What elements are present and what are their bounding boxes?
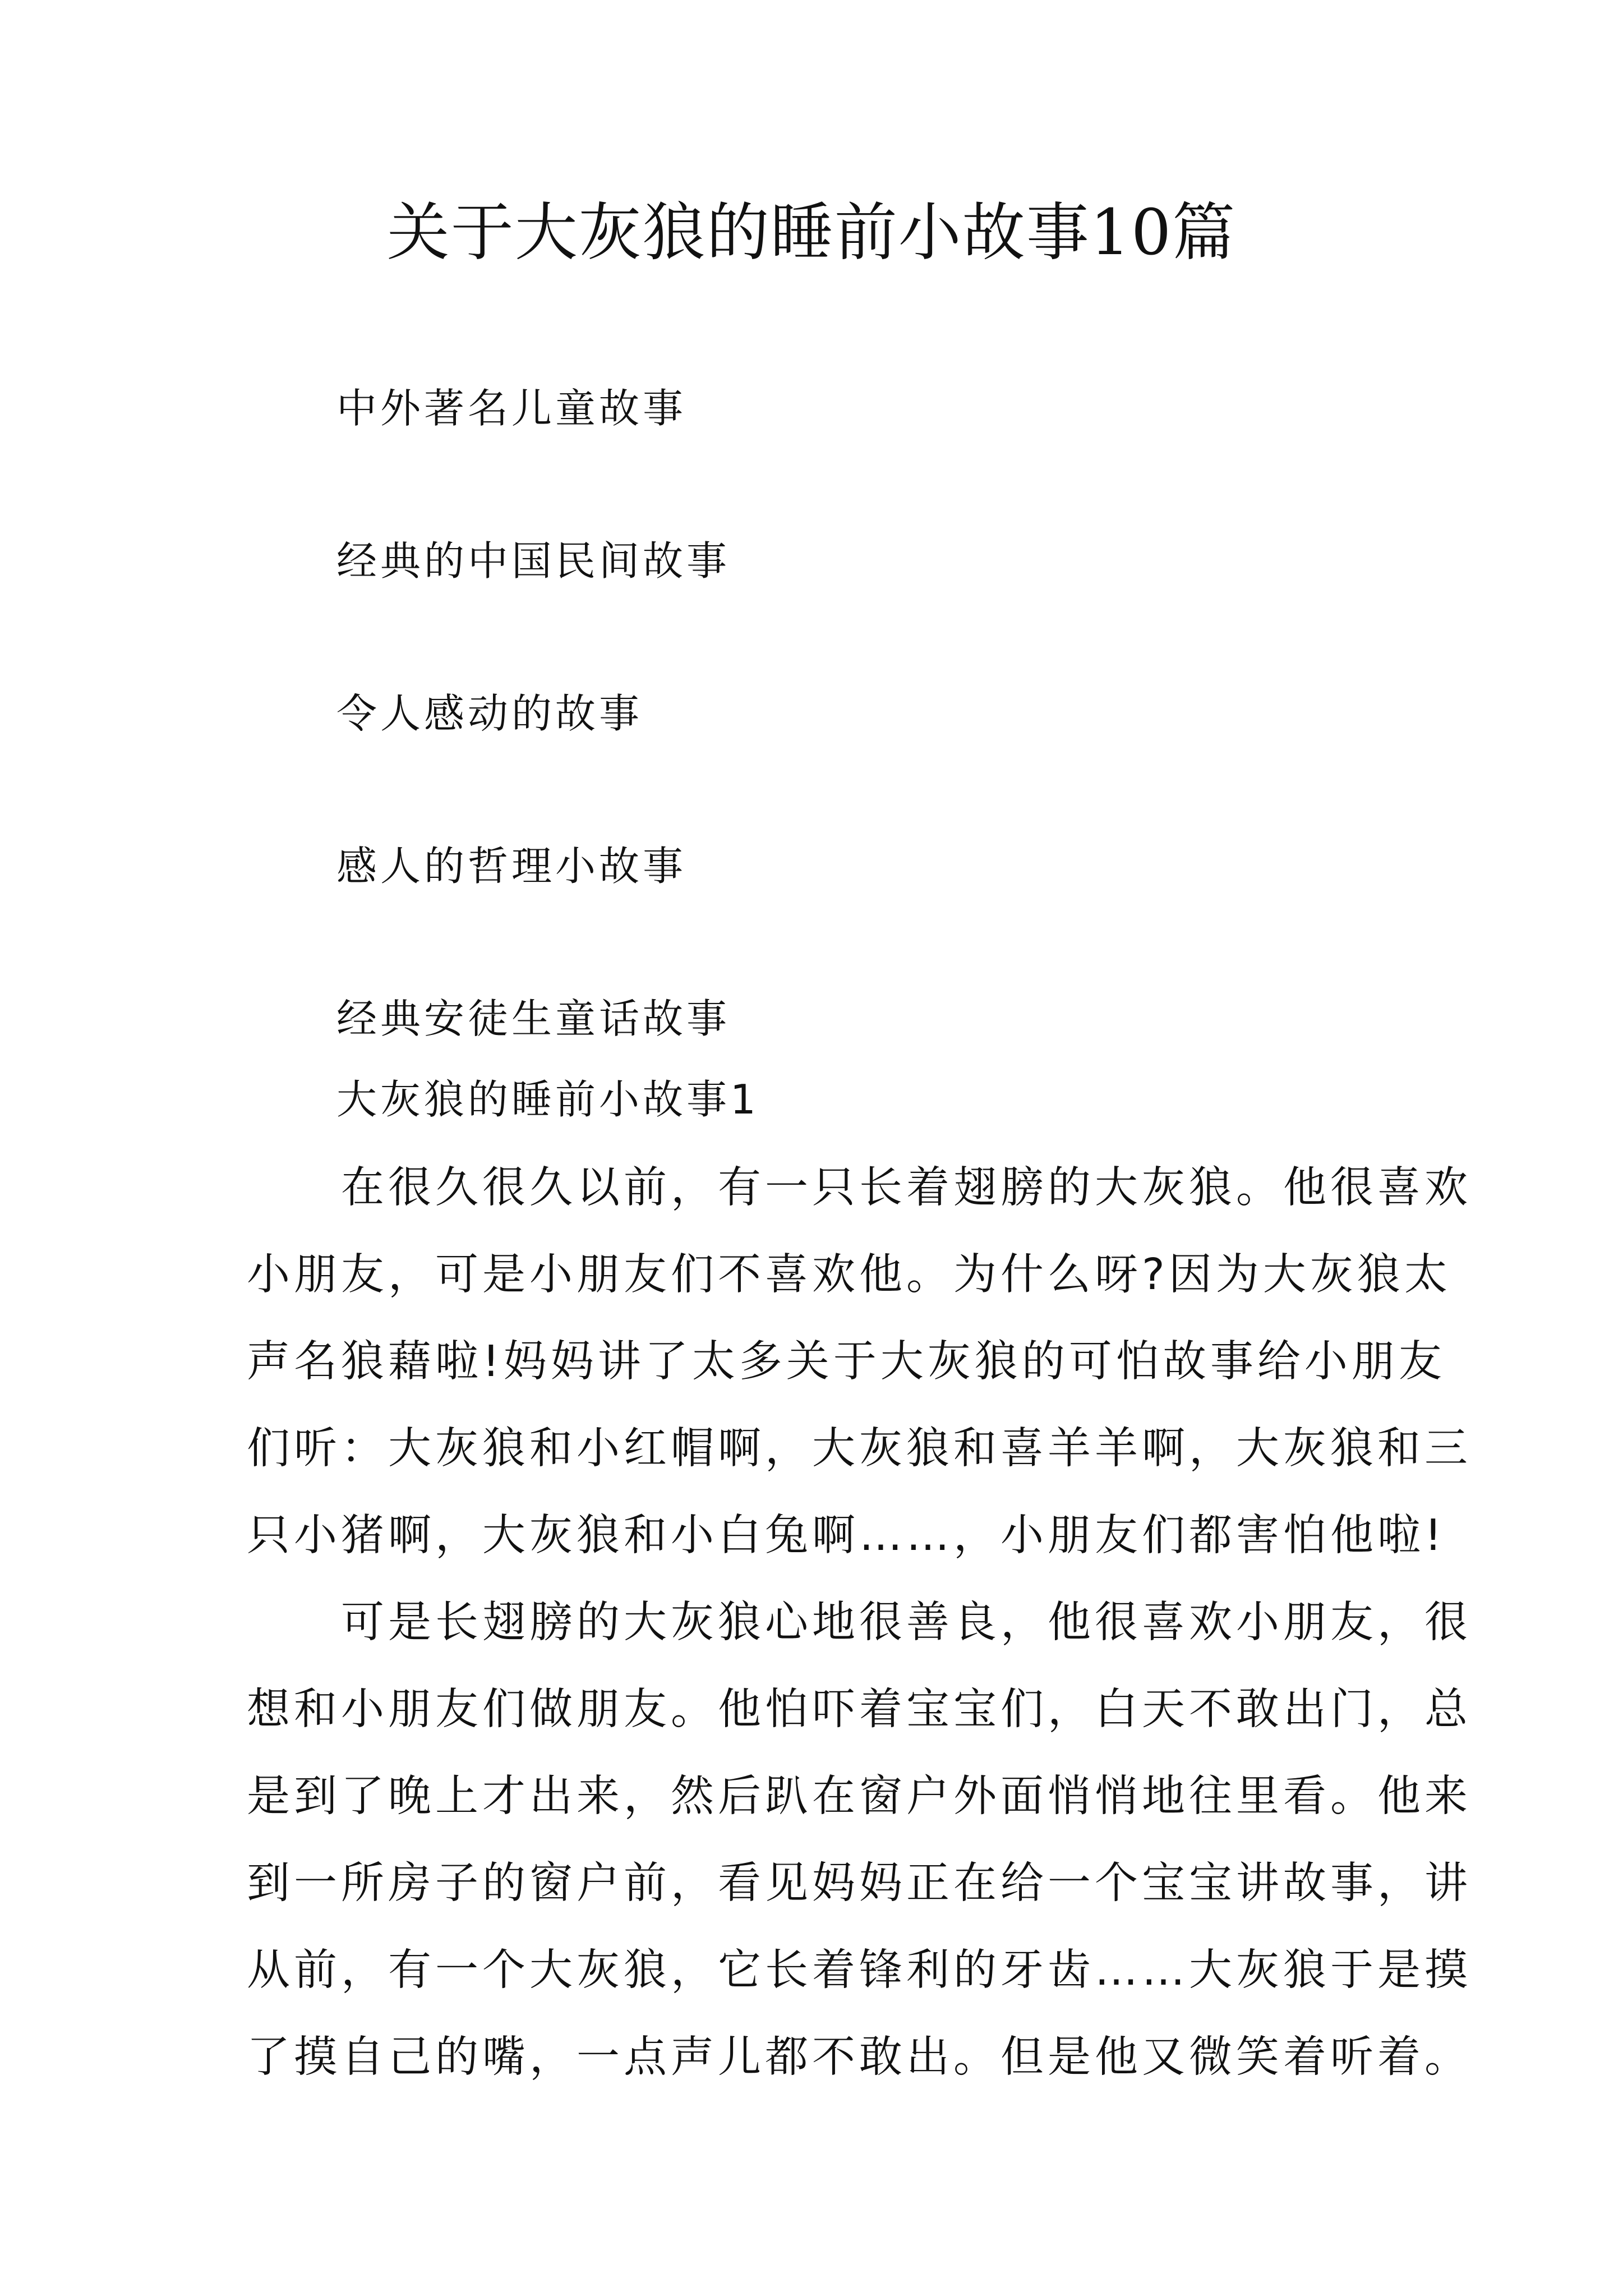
story-line: 可是长翅膀的大灰狼心地很善良，他很喜欢小朋友，很	[247, 1598, 1472, 1648]
story-line: 只小猪啊，大灰狼和小白兔啊……，小朋友们都害怕他啦!	[247, 1511, 1446, 1561]
related-link-andersen-fairy-tales[interactable]: 经典安徒生童话故事	[336, 995, 731, 1042]
story-line: 到一所房子的窗户前，看见妈妈正在给一个宝宝讲故事，讲	[247, 1858, 1472, 1908]
story-line: 从前，有一个大灰狼，它长着锋利的牙齿……大灰狼于是摸	[247, 1945, 1472, 1995]
story-line: 是到了晚上才出来，然后趴在窗户外面悄悄地往里看。他来	[247, 1772, 1472, 1821]
story-line: 在很久很久以前，有一只长着翅膀的大灰狼。他很喜欢	[247, 1163, 1472, 1213]
related-link-touching-stories[interactable]: 令人感动的故事	[336, 690, 643, 737]
story-line: 声名狼藉啦!妈妈讲了太多关于大灰狼的可怕故事给小朋友	[247, 1337, 1446, 1387]
related-link-philosophy-stories[interactable]: 感人的哲理小故事	[336, 843, 687, 890]
related-link-famous-children-stories[interactable]: 中外著名儿童故事	[336, 385, 687, 432]
related-link-chinese-folk-stories[interactable]: 经典的中国民间故事	[336, 537, 731, 585]
story-line: 们听：大灰狼和小红帽啊，大灰狼和喜羊羊啊，大灰狼和三	[247, 1424, 1472, 1474]
story-body	[247, 1144, 1472, 2101]
story-line: 想和小朋友们做朋友。他怕吓着宝宝们，白天不敢出门，总	[247, 1685, 1472, 1734]
story-line: 小朋友，可是小朋友们不喜欢他。为什么呀?因为大灰狼太	[247, 1250, 1451, 1300]
story-line: 了摸自己的嘴，一点声儿都不敢出。但是他又微笑着听着。	[247, 2032, 1472, 2082]
page-title: 关于大灰狼的睡前小故事10篇	[386, 196, 1237, 269]
story-heading: 大灰狼的睡前小故事1	[336, 1076, 759, 1123]
